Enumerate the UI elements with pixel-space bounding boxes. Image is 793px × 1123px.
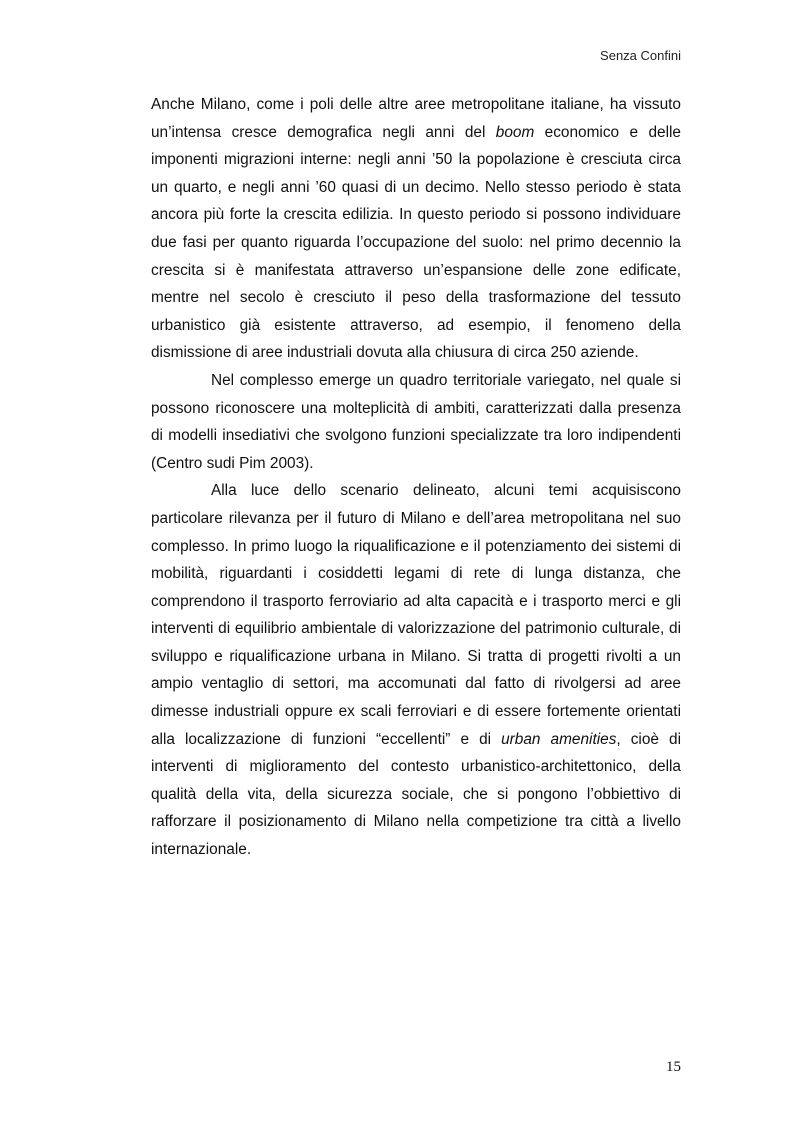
paragraph-3-italic-urban-amenities: urban amenities (501, 730, 617, 748)
body-text (151, 91, 681, 864)
paragraph-3 (151, 477, 681, 863)
paragraph-1 (151, 91, 681, 367)
paragraph-1-italic-boom: boom (495, 123, 535, 141)
paragraph-3-text-1: Alla luce dello scenario delineato, alcuni temi acquisiscono particolare rilevanza per il futuro di Milano e dell’area metropolitana nel suo complesso. In primo luogo la riqualificazione e il potenziamento dei sistemi di mobilità, riguardanti i cosiddetti legami di rete di lunga distanza, che comprendono il trasporto ferroviario ad alta capacità e i trasporto merci e gli interventi di equilibrio ambientale di valorizzazione del patrimonio culturale, di sviluppo e riqualificazione urbana in Milano. Si tratta di progetti rivolti a un ampio ventaglio di settori, ma accomunati dal fatto di rivolgersi ad aree dimesse industriali oppure ex scali ferroviari e di essere fortemente orientati alla localizzazione di funzioni “eccellenti” e di (151, 482, 681, 748)
running-header: Senza Confini (600, 48, 681, 63)
paragraph-2 (151, 367, 681, 477)
paragraph-1-text-2: economico e delle imponenti migrazioni interne: negli anni ’50 la popolazione è cresciuta circa un quarto, e negli anni ’60 quasi di un decimo. Nello stesso periodo è stata ancora più forte la crescita edilizia. In questo periodo si possono individuare due fasi per quanto riguarda l’occupazione del suolo: nel primo decennio la crescita si è manifestata attraverso un’espansione delle zone edificate, mentre nel secolo è cresciuto il peso della trasformazione del tessuto urbanistico già esistente attraverso, ad esempio, il fenomeno della dismissione di aree industriali dovuta alla chiusura di circa 250 aziende. (151, 123, 681, 362)
paragraph-3-text-2: , cioè di interventi di miglioramento del contesto urbanistico-architettonico, della qualità della vita, della sicurezza sociale, che si pongono l’obbiettivo di rafforzare il posizionamento di Milano nella competizione tra città a livello internazionale. (151, 730, 681, 859)
paragraph-2-text-1: Nel complesso emerge un quadro territoriale variegato, nel quale si possono riconoscere una molteplicità di ambiti, caratterizzati dalla presenza di modelli insediativi che svolgono funzioni specializzate tra loro indipendenti (Centro sudi Pim 2003). (151, 371, 681, 472)
page-number: 15 (666, 1059, 681, 1075)
paragraph-1-text-1: Anche Milano, come i poli delle altre aree metropolitane italiane, ha vissuto un’intensa cresce demografica negli anni del (151, 96, 681, 141)
